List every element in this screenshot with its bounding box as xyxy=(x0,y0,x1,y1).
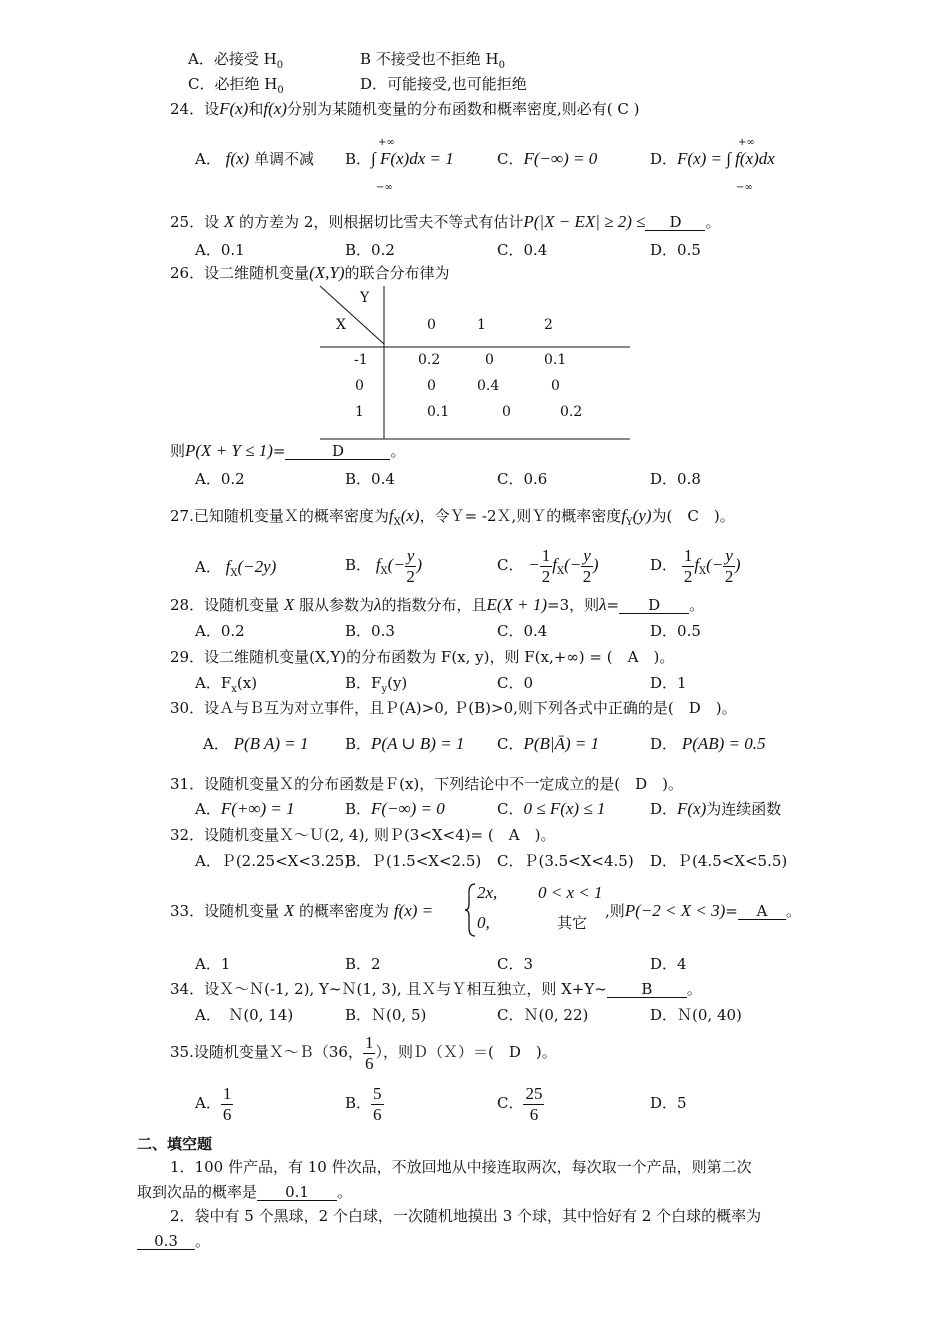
q27-answer: C xyxy=(687,507,699,525)
q32-option-d: D．Ｐ(4.5<X<5.5) xyxy=(650,852,788,870)
q30-stem: 30．设Ａ与Ｂ互为对立事件，且Ｐ(A)>0, Ｐ(B)>0,则下列各式中正确的是( D )。 xyxy=(170,699,737,717)
q26-y-label: Y xyxy=(360,290,370,306)
q33-question: ,则P(−2 < X < 3)= A 。 xyxy=(605,901,801,920)
q32-option-c: C．Ｐ(3.5<X<4.5) xyxy=(497,852,634,870)
q26-option-c: C．0.6 xyxy=(497,470,548,488)
q28-option-a: A．0.2 xyxy=(195,622,245,640)
q35-answer: D xyxy=(508,1043,521,1061)
q26-row-x: -1 xyxy=(354,352,368,368)
q30-option-d: D． P(AB) = 0.5 xyxy=(650,734,766,753)
q26-cell: 0 xyxy=(485,352,494,368)
q25-option-b: B．0.2 xyxy=(345,241,395,259)
q31-stem: 31．设随机变量Ｘ的分布函数是Ｆ(x)，下列结论中不一定成立的是( D )。 xyxy=(170,775,684,793)
fill1-answer-blank: 0.1 xyxy=(257,1184,337,1201)
q26-cell: 0.1 xyxy=(427,404,450,420)
q32-stem: 32．设随机变量Ｘ～Ｕ(2, 4), 则Ｐ(3<X<4)= ( A )。 xyxy=(170,826,556,844)
fill2-line1: 2．袋中有 5 个黑球，2 个白球，一次随机地摸出 3 个球，其中恰好有 2 个白球的概率为 xyxy=(170,1207,762,1225)
fill1-line2: 取到次品的概率是 0.1 。 xyxy=(137,1183,353,1201)
q35-stem: 35.设随机变量Ｘ～Ｂ（36， $\frac{1}{6}$ ），则Ｄ（Ｘ）＝( D )。 xyxy=(170,1032,557,1073)
q34-answer-blank: B xyxy=(607,981,687,998)
q27-stem: 27.已知随机变量Ｘ的概率密度为$f_X(x)$，令Ｙ= -2Ｘ,则Ｙ的概率密度$f_Y(y)$为( C )。 xyxy=(170,506,735,528)
q28-answer-blank: D xyxy=(619,597,689,614)
q26-col-header: 0 xyxy=(427,317,436,333)
q31-option-b: B．F(−∞) = 0 xyxy=(345,799,445,818)
q26-cell: 0.4 xyxy=(477,378,500,394)
q29-option-c: C．0 xyxy=(497,674,534,692)
q29-stem: 29．设二维随机变量(X,Y)的分布函数为 F(x, y)，则 F(x,+∞) = ( A )。 xyxy=(170,648,675,666)
q33-option-c: C．3 xyxy=(497,955,534,973)
q26-row-x: 1 xyxy=(355,404,364,420)
q28-option-c: C．0.4 xyxy=(497,622,548,640)
q30-option-a: A． P(B A) = 1 xyxy=(203,734,309,753)
q33-brace-icon xyxy=(463,882,477,938)
q32-option-a: A．Ｐ(2.25<X<3.25) xyxy=(195,852,351,870)
q27-option-a: A． $f_X(-2y)$ xyxy=(195,557,277,579)
q23-option-b: B 不接受也不拒绝 $H_0$ xyxy=(360,50,506,71)
q33-option-d: D．4 xyxy=(650,955,687,973)
q30-answer: D xyxy=(688,699,701,717)
q31-answer: D xyxy=(635,775,648,793)
q30-option-b: B．P(A ∪ B) = 1 xyxy=(345,734,465,753)
q35-option-b: B． $\frac{5}{6}$ xyxy=(345,1083,382,1124)
q26-cell: 0 xyxy=(502,404,511,420)
q26-question: 则P(X + Y ≤ 1)= D 。 xyxy=(170,441,406,460)
fill2-line2: 0.3 。 xyxy=(137,1232,210,1250)
q35-option-a: A． $\frac{1}{6}$ xyxy=(195,1083,232,1124)
q31-option-a: A．F(+∞) = 1 xyxy=(195,799,295,818)
q30-option-c: C．P(B|Ā) = 1 xyxy=(497,734,600,753)
q34-option-d: D．Ｎ(0, 40) xyxy=(650,1006,742,1024)
q32-option-b: B．Ｐ(1.5<X<2.5) xyxy=(345,852,482,870)
q26-option-a: A．0.2 xyxy=(195,470,245,488)
q27-option-c: C． − $\frac{1}{2}$ $f_X(-$ $\frac{y}{2}$ ) xyxy=(497,545,599,586)
q26-option-b: B．0.4 xyxy=(345,470,395,488)
q33-case1-value: 2x, xyxy=(477,883,498,902)
q35-option-c: C． $\frac{25}{6}$ xyxy=(497,1083,543,1124)
q26-answer-blank: D xyxy=(285,443,390,460)
q33-case1-condition: 0 < x < 1 xyxy=(538,883,603,902)
q25-option-c: C．0.4 xyxy=(497,241,548,259)
q33-answer-blank: A xyxy=(738,903,786,920)
q24-stem: 24．设F(x)和f(x)分别为某随机变量的分布函数和概率密度,则必有( C ) xyxy=(170,99,640,118)
q26-table-lines xyxy=(0,0,950,460)
q26-cell: 0 xyxy=(427,378,436,394)
q33-stem: 33．设随机变量 X 的概率密度为 f(x) = xyxy=(170,901,434,920)
q24-option-a: A． f(x) 单调不减 xyxy=(195,149,315,168)
q23-option-d: D．可能接受,也可能拒绝 xyxy=(360,75,527,93)
q26-cell: 0.1 xyxy=(544,352,567,368)
q34-option-c: C．Ｎ(0, 22) xyxy=(497,1006,589,1024)
q23-option-c: C．必拒绝 $H_0$ xyxy=(188,75,284,96)
q26-option-d: D．0.8 xyxy=(650,470,701,488)
q25-stem: 25．设 X 的方差为 2，则根据切比雪夫不等式有估计P(|X − EX| ≥ 2) ≤ D 。 xyxy=(170,212,721,231)
q24-option-b: B．∫ F(x)dx = 1 xyxy=(345,149,454,168)
q26-col-header: 2 xyxy=(544,317,553,333)
q33-case2-condition: 其它 xyxy=(557,914,588,932)
q28-option-d: D．0.5 xyxy=(650,622,701,640)
q24-b-upper-limit: +∞ xyxy=(378,137,395,148)
q33-option-b: B．2 xyxy=(345,955,381,973)
q29-option-b: B．$F_y(y)$ xyxy=(345,674,408,695)
q24-b-lower-limit: −∞ xyxy=(376,182,393,193)
q24-d-lower-limit: −∞ xyxy=(736,182,753,193)
q26-cell: 0 xyxy=(551,378,560,394)
section-fill-in-title: 二、填空题 xyxy=(137,1135,213,1153)
q26-x-label: X xyxy=(336,317,346,333)
q27-option-b: B． $f_X(-$ $\frac{y}{2}$ ) xyxy=(345,545,423,586)
q25-answer-blank: D xyxy=(645,214,705,231)
q28-stem: 28．设随机变量 X 服从参数为λ的指数分布，且E(X + 1)=3，则λ= D 。 xyxy=(170,595,705,614)
q24-option-c: C．F(−∞) = 0 xyxy=(497,149,598,168)
q32-answer: A xyxy=(508,826,520,844)
q33-option-a: A．1 xyxy=(195,955,231,973)
q34-option-a: A． Ｎ(0, 14) xyxy=(195,1006,294,1024)
fill2-answer-blank: 0.3 xyxy=(137,1233,195,1250)
q31-option-c: C．0 ≤ F(x) ≤ 1 xyxy=(497,799,606,818)
q26-cell: 0.2 xyxy=(560,404,583,420)
q24-d-upper-limit: +∞ xyxy=(738,137,755,148)
q25-option-a: A．0.1 xyxy=(195,241,245,259)
q26-col-header: 1 xyxy=(477,317,486,333)
fill1-line1: 1．100 件产品，有 10 件次品，不放回地从中接连取两次，每次取一个产品，则第二次 xyxy=(170,1158,752,1176)
q28-option-b: B．0.3 xyxy=(345,622,395,640)
q35-option-d: D．5 xyxy=(650,1094,687,1112)
q26-stem: 26．设二维随机变量(X,Y)的联合分布律为 xyxy=(170,263,450,282)
q29-option-a: A．$F_x(x)$ xyxy=(195,674,258,695)
q23-option-a: A．必接受 $H_0$ xyxy=(188,50,284,71)
q25-option-d: D．0.5 xyxy=(650,241,701,259)
q34-option-b: B．Ｎ(0, 5) xyxy=(345,1006,427,1024)
q29-answer: A xyxy=(627,648,639,666)
q27-option-d: D． $\frac{1}{2}$ $f_X(-$ $\frac{y}{2}$ ) xyxy=(650,545,741,586)
q26-row-x: 0 xyxy=(355,378,364,394)
q24-option-d: D．F(x) = ∫ f(x)dx xyxy=(650,149,775,168)
q26-cell: 0.2 xyxy=(418,352,441,368)
q24-answer: ( C ) xyxy=(606,100,640,118)
q33-case2-value: 0, xyxy=(477,913,490,932)
q29-option-d: D．1 xyxy=(650,674,687,692)
q31-option-d: D．F(x)为连续函数 xyxy=(650,799,782,818)
q34-stem: 34．设Ｘ～Ｎ(-1, 2), Y~Ｎ(1, 3), 且Ｘ与Ｙ相互独立，则 X+Y~ B 。 xyxy=(170,980,702,998)
